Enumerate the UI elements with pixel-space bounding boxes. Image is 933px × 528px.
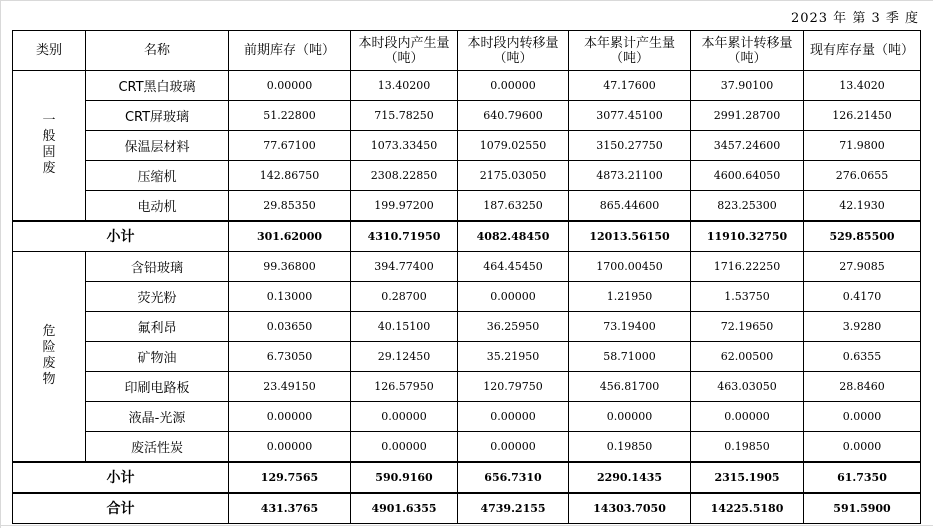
cell-period-transferred[interactable]: 187.63250: [458, 191, 569, 221]
cell-current[interactable]: 276.0655: [804, 161, 921, 191]
table-row: [13, 101, 921, 131]
header-current[interactable]: 现有库存量（吨）: [804, 31, 921, 71]
cell-period-transferred[interactable]: 0.00000: [458, 282, 569, 312]
cell-ytd-produced[interactable]: 456.81700: [569, 372, 691, 402]
cell-opening[interactable]: 29.85350: [229, 191, 351, 221]
subtotal-row: [13, 462, 921, 493]
cell-name[interactable]: 含铅玻璃: [86, 252, 229, 282]
cell-period-transferred[interactable]: 0.00000: [458, 71, 569, 101]
total-ytd-produced[interactable]: 14303.7050: [569, 493, 691, 524]
cell-name[interactable]: 废活性炭: [86, 432, 229, 462]
cell-name[interactable]: 氟利昂: [86, 312, 229, 342]
subtotal-period-transferred[interactable]: 656.7310: [458, 462, 569, 493]
cell-current[interactable]: 27.9085: [804, 252, 921, 282]
cell-name[interactable]: 矿物油: [86, 342, 229, 372]
table-row: [13, 402, 921, 432]
total-current[interactable]: 591.5900: [804, 493, 921, 524]
header-ytd-transferred[interactable]: 本年累计转移量（吨）: [691, 31, 804, 71]
sheet-gridline: [0, 0, 933, 1]
cell-ytd-produced[interactable]: 58.71000: [569, 342, 691, 372]
cell-current[interactable]: 13.4020: [804, 71, 921, 101]
header-name[interactable]: 名称: [86, 31, 229, 71]
cell-opening[interactable]: 0.00000: [229, 402, 351, 432]
category-label: 一般固废: [42, 113, 56, 177]
cell-period-produced[interactable]: 29.12450: [351, 342, 458, 372]
cell-ytd-produced[interactable]: 865.44600: [569, 191, 691, 221]
cell-ytd-transferred[interactable]: 72.19650: [691, 312, 804, 342]
cell-period-produced[interactable]: 13.40200: [351, 71, 458, 101]
cell-ytd-transferred[interactable]: 4600.64050: [691, 161, 804, 191]
cell-current[interactable]: 0.0000: [804, 432, 921, 462]
subtotal-ytd-transferred[interactable]: 11910.32750: [691, 221, 804, 252]
cell-ytd-transferred[interactable]: 823.25300: [691, 191, 804, 221]
cell-current[interactable]: 42.1930: [804, 191, 921, 221]
table-row: [13, 161, 921, 191]
cell-opening[interactable]: 142.86750: [229, 161, 351, 191]
cell-period-produced[interactable]: 2308.22850: [351, 161, 458, 191]
cell-current[interactable]: 3.9280: [804, 312, 921, 342]
cell-name[interactable]: 压缩机: [86, 161, 229, 191]
cell-period-produced[interactable]: 40.15100: [351, 312, 458, 342]
total-opening[interactable]: 431.3765: [229, 493, 351, 524]
cell-ytd-transferred[interactable]: 3457.24600: [691, 131, 804, 161]
cell-period-transferred[interactable]: 120.79750: [458, 372, 569, 402]
subtotal-opening[interactable]: 301.62000: [229, 221, 351, 252]
table-row: [13, 342, 921, 372]
sheet-gridline: [0, 0, 1, 528]
cell-ytd-transferred[interactable]: 0.00000: [691, 402, 804, 432]
subtotal-label[interactable]: 小计: [13, 221, 229, 252]
cell-ytd-transferred[interactable]: 0.19850: [691, 432, 804, 462]
subtotal-current[interactable]: 529.85500: [804, 221, 921, 252]
header-period-produced[interactable]: 本时段内产生量（吨）: [351, 31, 458, 71]
cell-current[interactable]: 0.4170: [804, 282, 921, 312]
cell-period-produced[interactable]: 0.00000: [351, 432, 458, 462]
cell-ytd-produced[interactable]: 3077.45100: [569, 101, 691, 131]
cell-ytd-produced[interactable]: 47.17600: [569, 71, 691, 101]
subtotal-row: [13, 221, 921, 252]
cell-current[interactable]: 71.9800: [804, 131, 921, 161]
cell-ytd-produced[interactable]: 1700.00450: [569, 252, 691, 282]
category-general-waste[interactable]: [13, 71, 86, 221]
table-row: [13, 131, 921, 161]
cell-ytd-transferred[interactable]: 62.00500: [691, 342, 804, 372]
cell-period-transferred[interactable]: 640.79600: [458, 101, 569, 131]
subtotal-ytd-transferred[interactable]: 2315.1905: [691, 462, 804, 493]
header-ytd-produced[interactable]: 本年累计产生量（吨）: [569, 31, 691, 71]
header-category[interactable]: 类别: [13, 31, 86, 71]
cell-ytd-transferred[interactable]: 1716.22250: [691, 252, 804, 282]
cell-opening[interactable]: 6.73050: [229, 342, 351, 372]
cell-ytd-produced[interactable]: 1.21950: [569, 282, 691, 312]
cell-period-transferred[interactable]: 1079.02550: [458, 131, 569, 161]
cell-name[interactable]: CRT黑白玻璃: [86, 71, 229, 101]
period-label: 2023 年 第 3 季 度: [790, 11, 919, 26]
cell-ytd-produced[interactable]: 0.19850: [569, 432, 691, 462]
table-row: [13, 252, 921, 282]
cell-name[interactable]: 印刷电路板: [86, 372, 229, 402]
cell-ytd-produced[interactable]: 3150.27750: [569, 131, 691, 161]
cell-name[interactable]: 电动机: [86, 191, 229, 221]
total-ytd-transferred[interactable]: 14225.5180: [691, 493, 804, 524]
category-hazardous-waste[interactable]: [13, 252, 86, 462]
table-row: [13, 312, 921, 342]
table-row: [13, 282, 921, 312]
cell-current[interactable]: 0.0000: [804, 402, 921, 432]
table-row: [13, 432, 921, 462]
grand-total-row: [13, 493, 921, 524]
cell-period-transferred[interactable]: 0.00000: [458, 402, 569, 432]
total-period-transferred[interactable]: 4739.2155: [458, 493, 569, 524]
cell-period-produced[interactable]: 394.77400: [351, 252, 458, 282]
cell-name[interactable]: 保温层材料: [86, 131, 229, 161]
total-label[interactable]: 合计: [13, 493, 229, 524]
cell-opening[interactable]: 23.49150: [229, 372, 351, 402]
cell-period-produced[interactable]: 126.57950: [351, 372, 458, 402]
cell-period-produced[interactable]: 0.00000: [351, 402, 458, 432]
cell-opening[interactable]: 0.00000: [229, 71, 351, 101]
cell-opening[interactable]: 0.13000: [229, 282, 351, 312]
subtotal-opening[interactable]: 129.7565: [229, 462, 351, 493]
header-opening[interactable]: 前期库存（吨）: [229, 31, 351, 71]
cell-ytd-produced[interactable]: 73.19400: [569, 312, 691, 342]
cell-period-transferred[interactable]: 464.45450: [458, 252, 569, 282]
cell-period-transferred[interactable]: 35.21950: [458, 342, 569, 372]
subtotal-period-produced[interactable]: 4310.71950: [351, 221, 458, 252]
subtotal-ytd-produced[interactable]: 2290.1435: [569, 462, 691, 493]
cell-opening[interactable]: 0.03650: [229, 312, 351, 342]
subtotal-period-produced[interactable]: 590.9160: [351, 462, 458, 493]
cell-ytd-produced[interactable]: 0.00000: [569, 402, 691, 432]
cell-period-produced[interactable]: 1073.33450: [351, 131, 458, 161]
cell-period-produced[interactable]: 715.78250: [351, 101, 458, 131]
cell-period-produced[interactable]: 0.28700: [351, 282, 458, 312]
table-row: [13, 372, 921, 402]
cell-ytd-transferred[interactable]: 37.90100: [691, 71, 804, 101]
cell-current[interactable]: 0.6355: [804, 342, 921, 372]
cell-ytd-produced[interactable]: 4873.21100: [569, 161, 691, 191]
subtotal-ytd-produced[interactable]: 12013.56150: [569, 221, 691, 252]
cell-name[interactable]: 荧光粉: [86, 282, 229, 312]
cell-ytd-transferred[interactable]: 1.53750: [691, 282, 804, 312]
cell-name[interactable]: 液晶-光源: [86, 402, 229, 432]
cell-current[interactable]: 126.21450: [804, 101, 921, 131]
cell-opening[interactable]: 0.00000: [229, 432, 351, 462]
table-row: [13, 191, 921, 221]
waste-inventory-table: [12, 30, 921, 524]
header-period-transferred[interactable]: 本时段内转移量（吨）: [458, 31, 569, 71]
cell-period-transferred[interactable]: 36.25950: [458, 312, 569, 342]
sheet-gridline: [0, 525, 933, 526]
cell-period-transferred[interactable]: 0.00000: [458, 432, 569, 462]
cell-opening[interactable]: 77.67100: [229, 131, 351, 161]
cell-current[interactable]: 28.8460: [804, 372, 921, 402]
cell-opening[interactable]: 99.36800: [229, 252, 351, 282]
total-period-produced[interactable]: 4901.6355: [351, 493, 458, 524]
header-row: [13, 31, 921, 71]
cell-opening[interactable]: 51.22800: [229, 101, 351, 131]
cell-ytd-transferred[interactable]: 463.03050: [691, 372, 804, 402]
category-label: 危险废物: [42, 324, 56, 388]
cell-period-produced[interactable]: 199.97200: [351, 191, 458, 221]
cell-ytd-transferred[interactable]: 2991.28700: [691, 101, 804, 131]
subtotal-period-transferred[interactable]: 4082.48450: [458, 221, 569, 252]
cell-period-transferred[interactable]: 2175.03050: [458, 161, 569, 191]
subtotal-current[interactable]: 61.7350: [804, 462, 921, 493]
table-row: [13, 71, 921, 101]
cell-name[interactable]: CRT屏玻璃: [86, 101, 229, 131]
subtotal-label[interactable]: 小计: [13, 462, 229, 493]
